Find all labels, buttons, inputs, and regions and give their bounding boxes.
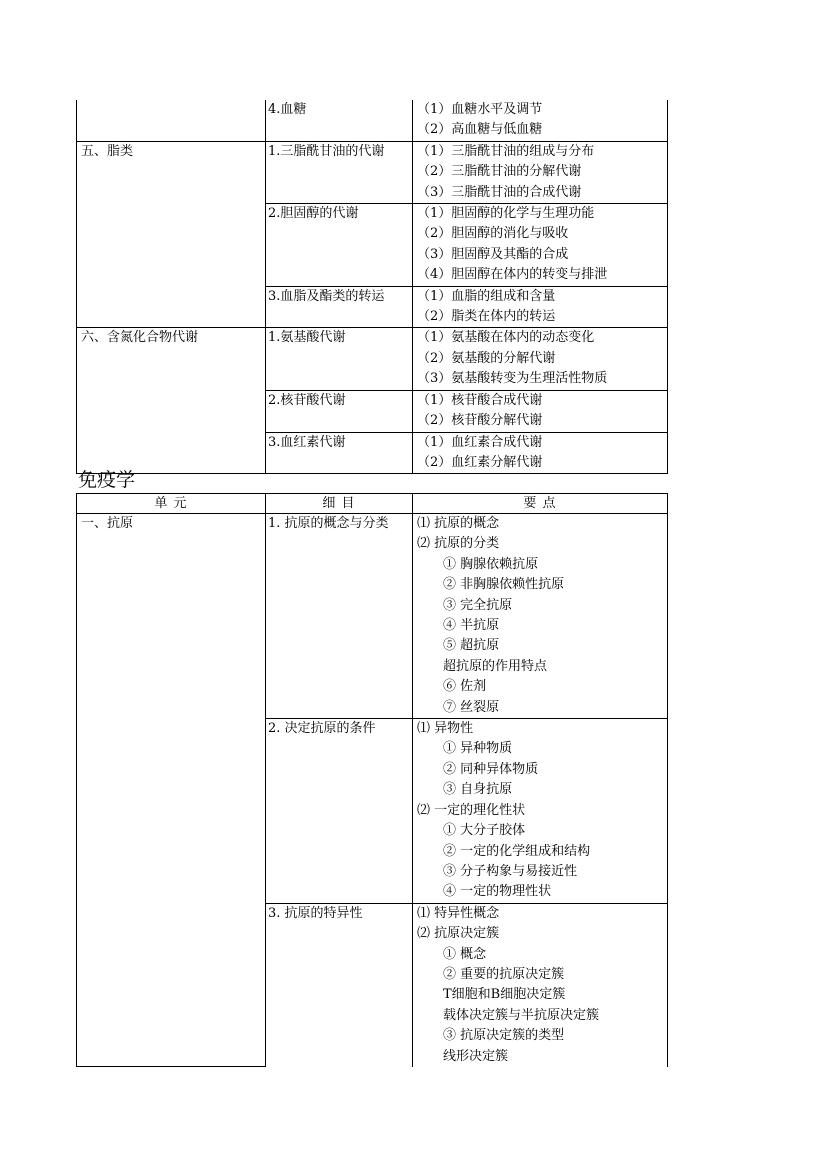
points-cell <box>413 719 668 904</box>
sub-point-line: 线形决定簇 <box>443 1048 509 1064</box>
sub-point-line: ⑥ 佐剂 <box>443 679 487 695</box>
immunology-syllabus-table <box>76 493 668 1067</box>
unit-cell: 六、含氮化合物代谢 <box>77 328 266 474</box>
points-cell <box>413 141 668 203</box>
table-row <box>77 141 668 203</box>
point-line: （2）胆固醇的消化与吸收 <box>417 226 569 242</box>
sub-point-line: 超抗原的作用特点 <box>443 658 548 674</box>
points-cell <box>413 328 668 390</box>
table-row <box>77 328 668 390</box>
point-line: （3）胆固醇及其酯的合成 <box>417 246 569 262</box>
point-line: （1）胆固醇的化学与生理功能 <box>417 206 595 222</box>
header-row <box>77 494 668 514</box>
unit-cell: 五、脂类 <box>77 141 266 328</box>
point-line: （4）胆固醇在体内的转变与排泄 <box>417 267 608 283</box>
item-cell: 4.血糖 <box>266 100 413 141</box>
point-line: （1）三脂酰甘油的组成与分布 <box>417 143 595 159</box>
item-cell: 1.三脂酰甘油的代谢 <box>266 141 413 203</box>
points-cell <box>413 390 668 432</box>
point-line: （2）氨基酸的分解代谢 <box>417 350 556 366</box>
biochemistry-syllabus-table <box>76 100 668 474</box>
sub-point-line: ② 同种异体物质 <box>443 761 539 777</box>
sub-point-line: ③ 抗原决定簇的类型 <box>443 1028 565 1044</box>
sub-point-line: T细胞和B细胞决定簇 <box>443 987 566 1003</box>
points-cell <box>413 204 668 287</box>
section-title: 免疫学 <box>78 469 136 491</box>
point-line: ⑵ 一定的理化性状 <box>417 802 526 818</box>
unit-cell <box>77 100 266 141</box>
column-header-points: 要 点 <box>413 494 668 514</box>
points-cell <box>413 432 668 474</box>
item-cell: 3. 抗原的特异性 <box>266 903 413 1067</box>
point-line: ⑵ 抗原的分类 <box>417 536 500 552</box>
point-line: ⑵ 抗原决定簇 <box>417 926 500 942</box>
table-row <box>77 100 668 141</box>
sub-point-line: ⑦ 丝裂原 <box>443 699 500 715</box>
point-line: （1）血糖水平及调节 <box>417 102 543 117</box>
points-cell <box>413 903 668 1067</box>
item-cell: 3.血红素代谢 <box>266 432 413 474</box>
point-line: ⑴ 异物性 <box>417 721 474 737</box>
point-line: （3）三脂酰甘油的合成代谢 <box>417 184 582 200</box>
sub-point-line: ① 异种物质 <box>443 741 513 757</box>
point-line: ⑴ 特异性概念 <box>417 905 500 921</box>
sub-point-line: ② 一定的化学组成和结构 <box>443 843 591 859</box>
points-cell <box>413 100 668 141</box>
point-line: ⑴ 抗原的概念 <box>417 516 500 531</box>
item-cell: 1. 抗原的概念与分类 <box>266 514 413 719</box>
unit-cell: 一、抗原 <box>77 514 266 1067</box>
sub-point-line: ⑤ 超抗原 <box>443 638 500 654</box>
sub-point-line: ④ 一定的物理性状 <box>443 884 552 900</box>
column-header-unit: 单 元 <box>77 494 266 514</box>
sub-point-line: ① 胸腺依赖抗原 <box>443 556 539 572</box>
table-row <box>77 514 668 719</box>
point-line: （2）高血糖与低血糖 <box>417 122 543 138</box>
sub-point-line: ③ 分子构象与易接近性 <box>443 863 578 879</box>
point-line: （2）脂类在体内的转运 <box>417 309 556 325</box>
point-line: （2）核苷酸分解代谢 <box>417 413 543 429</box>
item-cell: 3.血脂及酯类的转运 <box>266 286 413 328</box>
item-cell: 2. 决定抗原的条件 <box>266 719 413 904</box>
sub-point-line: ① 概念 <box>443 946 487 962</box>
sub-point-line: ② 重要的抗原决定簇 <box>443 966 565 982</box>
point-line: （1）血脂的组成和含量 <box>417 288 556 304</box>
point-line: （1）核苷酸合成代谢 <box>417 392 543 408</box>
sub-point-line: ④ 半抗原 <box>443 618 500 634</box>
point-line: （2）三脂酰甘油的分解代谢 <box>417 164 582 180</box>
item-cell: 2.核苷酸代谢 <box>266 390 413 432</box>
point-line: （3）氨基酸转变为生理活性物质 <box>417 371 608 387</box>
point-line: （1）血红素合成代谢 <box>417 434 543 450</box>
points-cell <box>413 286 668 328</box>
sub-point-line: ③ 完全抗原 <box>443 597 513 613</box>
sub-point-line: ② 非胸腺依赖性抗原 <box>443 577 565 593</box>
sub-point-line: 载体决定簇与半抗原决定簇 <box>443 1007 600 1023</box>
point-line: （1）氨基酸在体内的动态变化 <box>417 330 595 346</box>
sub-point-line: ③ 自身抗原 <box>443 782 513 798</box>
item-cell: 2.胆固醇的代谢 <box>266 204 413 287</box>
sub-point-line: ① 大分子胶体 <box>443 823 526 839</box>
point-line: （2）血红素分解代谢 <box>417 454 543 470</box>
points-cell <box>413 514 668 719</box>
column-header-item: 细 目 <box>266 494 413 514</box>
item-cell: 1.氨基酸代谢 <box>266 328 413 390</box>
